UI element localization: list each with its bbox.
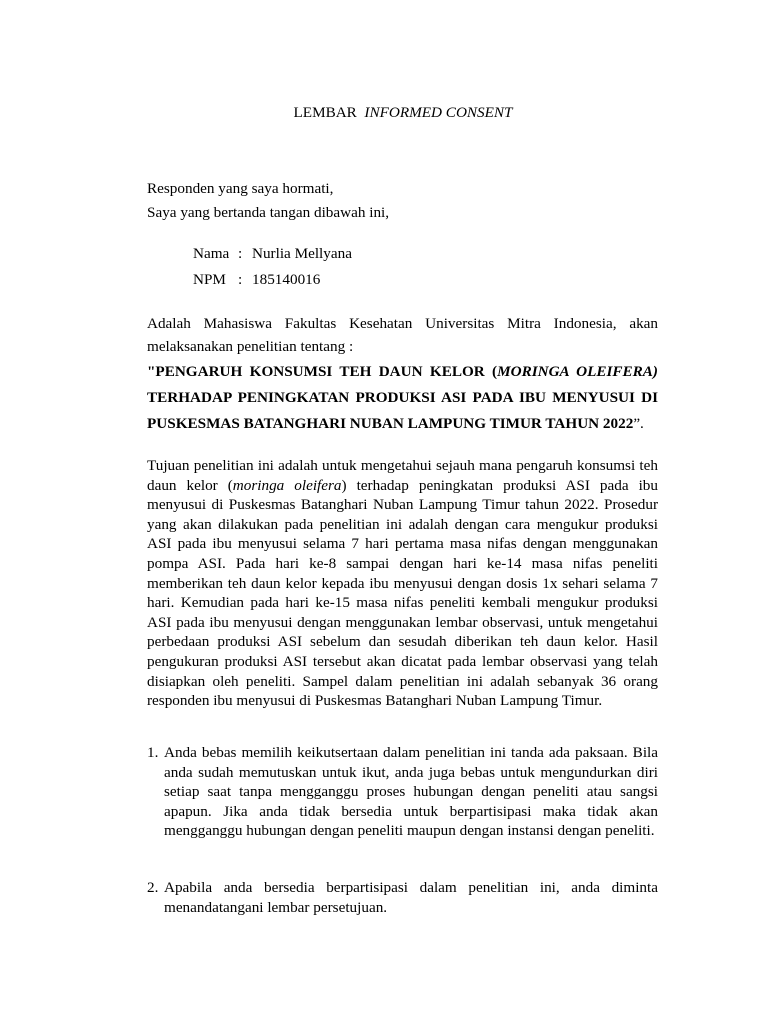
list-item [147, 743, 658, 841]
title-italic: INFORMED CONSENT [364, 104, 513, 121]
identity-npm-row [193, 270, 320, 290]
intro-paragraph: Adalah Mahasiswa Fakultas Kesehatan Universitas Mitra Indonesia, akan melaksanakan penelitian tentang : [147, 315, 658, 355]
npm-value: 185140016 [252, 271, 321, 288]
body-paragraph [147, 456, 658, 711]
list-item [147, 878, 658, 917]
identity-nama-row [193, 244, 352, 264]
list-item-text: Apabila anda bersedia berpartisipasi dalam penelitian ini, anda diminta menandatangani lembar persetujuan. [164, 879, 658, 916]
greeting-line-2: Saya yang bertanda tangan dibawah ini, [147, 204, 390, 221]
list-item-text: Anda bebas memilih keikutsertaan dalam penelitian ini tanda ada paksaan. Bila anda sudah memutuskan untuk ikut, anda juga bebas untuk mengundurkan diri setiap saat tanpa mengganggu proses hubungan dengan peneliti atau sangsi apapun. Jika anda tidak bersedia untuk berpartisipasi maka tidak akan mengganggu hubungan dengan peneliti maupun dengan instansi dengan peneliti. [164, 744, 658, 840]
nama-label: Nama [193, 245, 230, 262]
greeting-line-1: Responden yang saya hormati, [147, 180, 334, 197]
list-item-number: 1. [147, 744, 159, 761]
research-title-part1: "PENGARUH KONSUMSI TEH DAUN KELOR ( [147, 363, 498, 380]
nama-separator: : [238, 245, 243, 262]
research-title-part2: TERHADAP PENINGKATAN PRODUKSI ASI PADA IBU MENYUSUI DI PUSKESMAS BATANGHARI NUBAN LAMPUNG TIMUR TAHUN 2022 [147, 389, 658, 432]
nama-value: Nurlia Mellyana [252, 245, 352, 262]
npm-separator: : [238, 271, 243, 288]
research-title-closing: ”. [633, 415, 644, 432]
research-title-italic: MORINGA OLEIFERA) [497, 363, 658, 380]
title-prefix: LEMBAR [293, 104, 357, 121]
research-title [147, 359, 658, 437]
list-item-number: 2. [147, 879, 159, 896]
body-text-before: Tujuan penelitian ini adalah untuk mengetahui sejauh mana pengaruh konsumsi teh daun kelor ( [147, 457, 658, 494]
npm-label: NPM [193, 271, 226, 288]
body-text-italic: moringa oleifera [232, 476, 342, 494]
page-title [0, 103, 768, 123]
body-text-after: ) terhadap peningkatan produksi ASI pada ibu menyusui di Puskesmas Batanghari Nuban Lampung Timur tahun 2022. Prosedur yang akan dilakukan pada penelitian ini adalah dengan cara mengukur produksi ASI pada ibu menyusui selama 7 hari pertama masa nifas dengan menggunakan pompa ASI. Pada hari ke-8 sampai dengan hari ke-14 masa nifas peneliti memberikan teh daun kelor kepada ibu menyusui dengan dosis 1x sehari selama 7 hari. Kemudian pada hari ke-15 masa nifas peneliti kembali mengukur produksi ASI pada ibu menyusui dengan menggunakan lembar observasi, untuk mengetahui perbedaan produksi ASI sebelum dan sesudah diberikan teh daun kelor. Hasil pengukuran produksi ASI tersebut akan dicatat pada lembar observasi yang telah disiapkan oleh peneliti. Sampel dalam penelitian ini adalah sebanyak 36 orang responden ibu menyusui di Puskesmas Batanghari Nuban Lampung Timur. [147, 476, 658, 710]
